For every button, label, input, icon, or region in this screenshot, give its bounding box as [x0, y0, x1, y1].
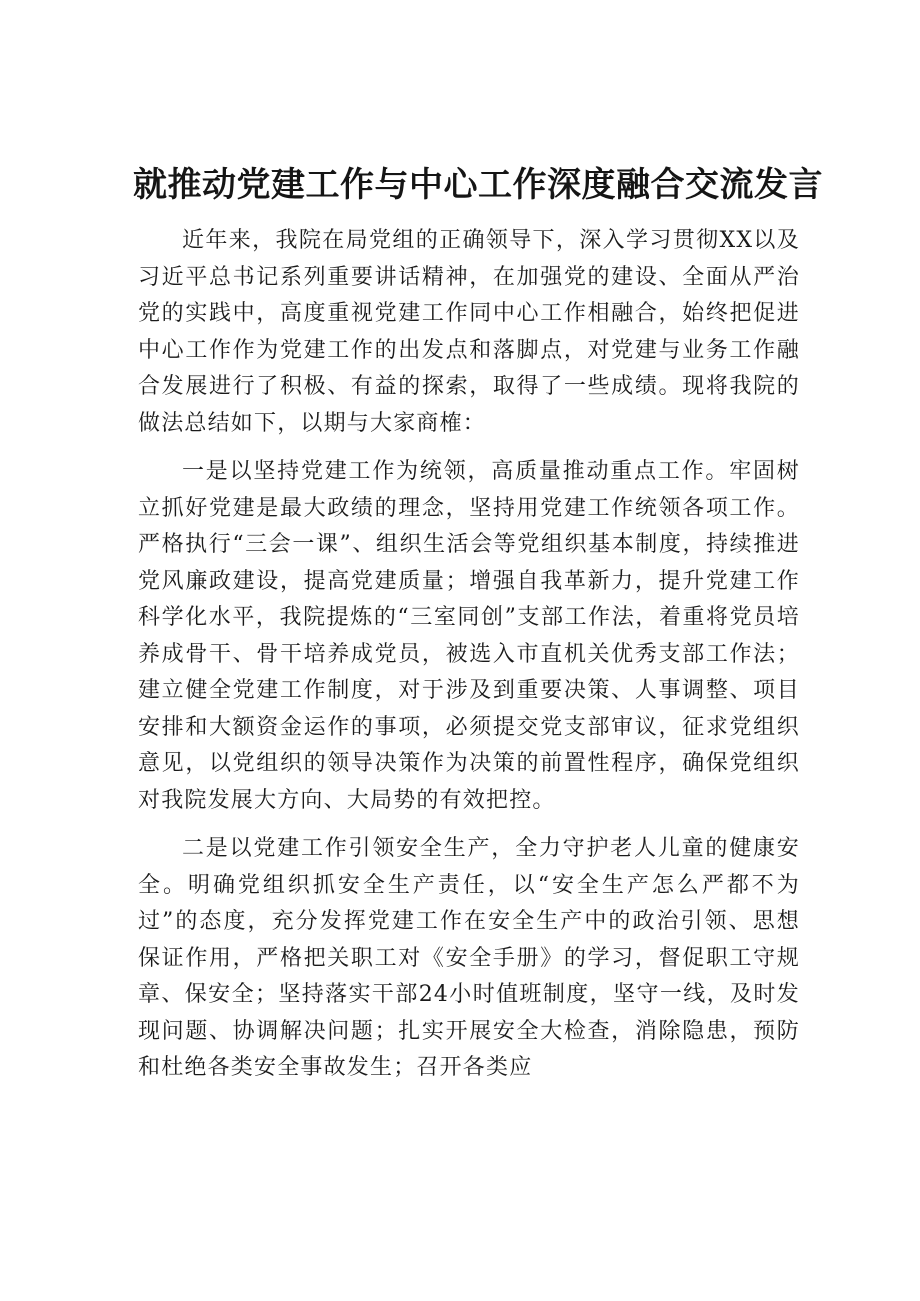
paragraph-point-one: 一是以坚持党建工作为统领，高质量推动重点工作。牢固树立抓好党建是最大政绩的理念，坚持用党建工作统领各项工作。严格执行“三会一课”、组织生活会等党组织基本制度，持续推进党风廉政建设，提高党建质量；增强自我革新力，提升党建工作科学化水平，我院提炼的“三室同创”支部工作法，着重将党员培养成骨干、骨干培养成党员，被选入市直机关优秀支部工作法；建立健全党建工作制度，对于涉及到重要决策、人事调整、项目安排和大额资金运作的事项，必须提交党支部审议，征求党组织意见，以党组织的领导决策作为决策的前置性程序，确保党组织对我院发展大方向、大局势的有效把控。 [138, 459, 800, 813]
paragraph-intro: 近年来，我院在局党组的正确领导下，深入学习贯彻XX以及习近平总书记系列重要讲话精神，在加强党的建设、全面从严治党的实践中，高度重视党建工作同中心工作相融合，始终把促进中心工作作为党建工作的出发点和落脚点，对党建与业务工作融合发展进行了积极、有益的探索，取得了一些成绩。现将我院的做法总结如下，以期与大家商榷： [138, 228, 800, 436]
paragraph-point-two: 二是以党建工作引领安全生产，全力守护老人儿童的健康安全。明确党组织抓安全生产责任，以“安全生产怎么严都不为过”的态度，充分发挥党建工作在安全生产中的政治引领、思想保证作用，严格把关职工对《安全手册》的学习，督促职工守规章、保安全；坚持落实干部24小时值班制度，坚守一线，及时发现问题、协调解决问题；扎实开展安全大检查，消除隐患，预防和杜绝各类安全事故发生；召开各类应 [138, 836, 800, 1080]
document-body [138, 223, 800, 1087]
document-title: 就推动党建工作与中心工作深度融合交流发言 [133, 165, 823, 205]
